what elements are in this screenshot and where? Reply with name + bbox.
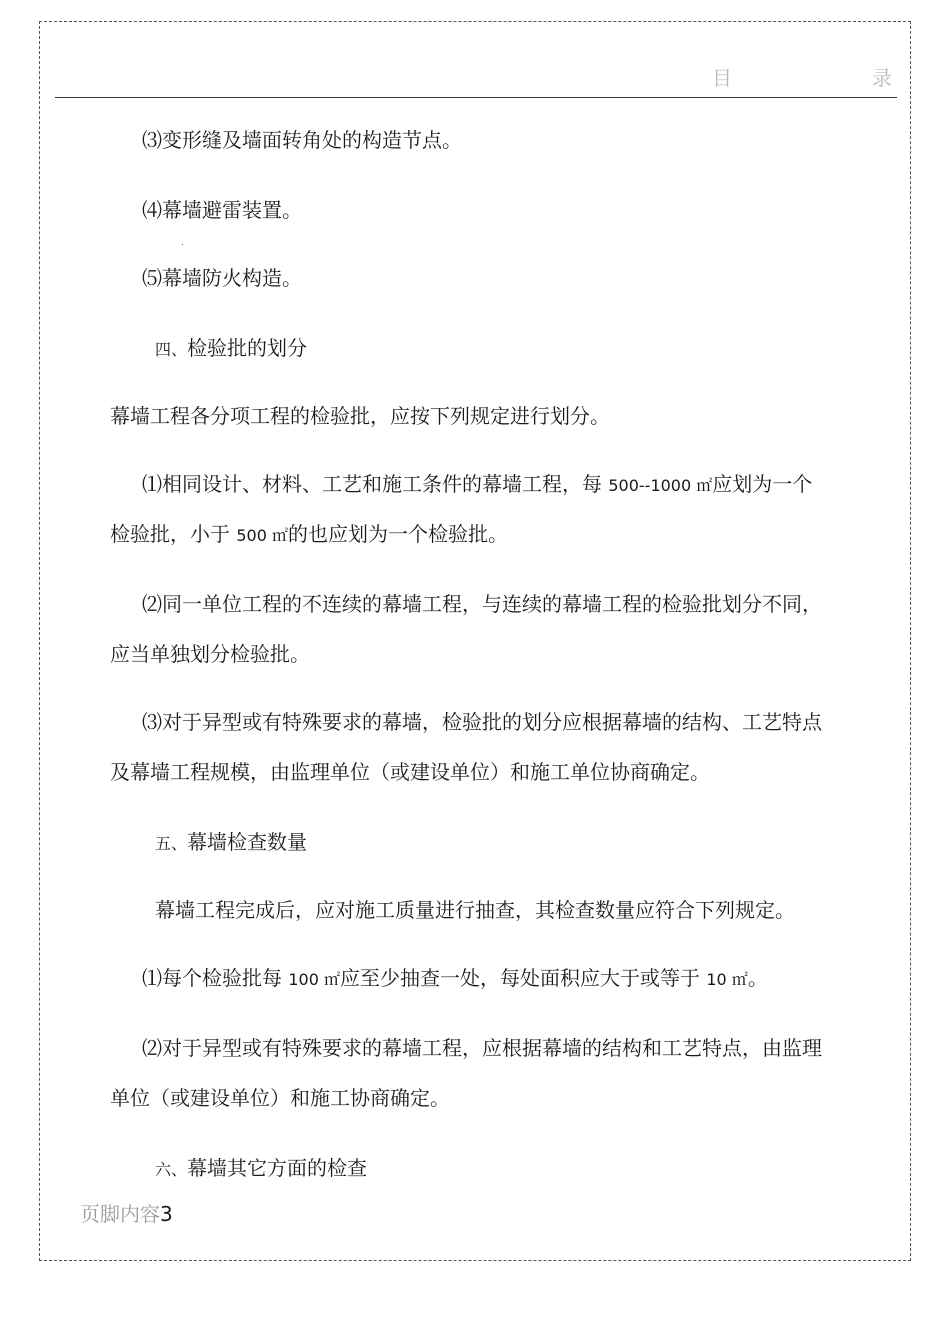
paragraph-item-2-line-2: 应当单独划分检验批。 — [110, 642, 310, 666]
stray-dot — [182, 244, 183, 245]
item-5-fire-protection: ⑸幕墙防火构造。 — [142, 266, 302, 290]
section-number-6: 六、 — [155, 1160, 188, 1179]
header-char-lu: 录 — [872, 66, 892, 90]
page-number: 3 — [160, 1202, 173, 1226]
text-segment: ⑴相同设计、材料、工艺和施工条件的幕墙工程，每 — [142, 472, 609, 496]
section-title-5: 幕墙检查数量 — [187, 830, 308, 854]
area-range: 500--1000 ㎡ — [608, 476, 713, 495]
text-segment: ⑴每个检验批每 — [142, 966, 289, 990]
paragraph-inspection-lot-intro: 幕墙工程各分项工程的检验批，应按下列规定进行划分。 — [110, 404, 610, 428]
section-number-4: 四、 — [155, 340, 188, 359]
area-value: 500 ㎡ — [236, 526, 288, 545]
section-number-5: 五、 — [155, 834, 188, 853]
section-heading-4 — [155, 334, 307, 364]
footer-label: 页脚内容 — [80, 1202, 160, 1226]
paragraph-item-3-line-1: ⑶对于异型或有特殊要求的幕墙，检验批的划分应根据幕墙的结构、工艺特点 — [142, 710, 822, 734]
section-heading-6 — [155, 1154, 367, 1184]
section-title-4: 检验批的划分 — [187, 336, 308, 360]
text-segment: 检验批，小于 — [110, 522, 237, 546]
header-rule — [55, 97, 897, 98]
area-value: 100 ㎡ — [288, 970, 340, 989]
area-value: 10 ㎡ — [706, 970, 748, 989]
item-4-lightning-protection: ⑷幕墙避雷装置。 — [142, 198, 302, 222]
paragraph-check-item-1 — [142, 964, 768, 994]
paragraph-item-3-line-2: 及幕墙工程规模，由监理单位（或建设单位）和施工单位协商确定。 — [110, 760, 710, 784]
text-segment: 的也应划为一个检验批。 — [288, 522, 508, 546]
text-segment: 应划为一个 — [712, 472, 813, 496]
section-heading-5 — [155, 828, 307, 858]
item-3-deformation-joint: ⑶变形缝及墙面转角处的构造节点。 — [142, 128, 462, 152]
page-footer — [80, 1200, 173, 1228]
paragraph-item-1-line-1 — [142, 470, 812, 500]
paragraph-check-item-2-line-1: ⑵对于异型或有特殊要求的幕墙工程，应根据幕墙的结构和工艺特点，由监理 — [142, 1036, 822, 1060]
paragraph-check-quantity-intro: 幕墙工程完成后，应对施工质量进行抽查，其检查数量应符合下列规定。 — [155, 898, 795, 922]
paragraph-item-2-line-1: ⑵同一单位工程的不连续的幕墙工程，与连续的幕墙工程的检验批划分不同， — [142, 592, 822, 616]
paragraph-item-1-line-2 — [110, 520, 508, 550]
text-segment: 。 — [747, 966, 768, 990]
header-char-mu: 目 — [712, 66, 732, 90]
paragraph-check-item-2-line-2: 单位（或建设单位）和施工协商确定。 — [110, 1086, 450, 1110]
section-title-6: 幕墙其它方面的检查 — [187, 1156, 368, 1180]
text-segment: 应至少抽查一处，每处面积应大于或等于 — [340, 966, 707, 990]
